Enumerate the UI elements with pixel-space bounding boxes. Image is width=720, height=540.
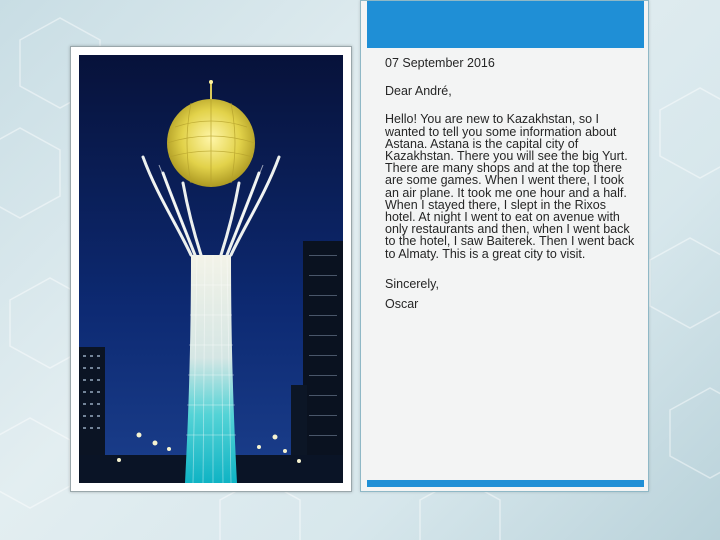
footer-accent-bar <box>367 480 644 487</box>
letter-body: Hello! You are new to Kazakhstan, so I wanted to tell you some information about Astana. Astana is the capital city of Kazakhstan. There you will see the big Yurt. There are many shops and at the top there are some games. When I went there, I took an air plane. It took me one hour and a half. When I stayed there, I slept in the Rixos hotel. At night I went to eat on avenue with only restaurants and then, when I went back to the hotel, I saw Baiterek. Then I went back to Almaty. This is a great city to visit. <box>385 112 635 261</box>
photo-frame <box>70 46 352 492</box>
letter-signature: Oscar <box>385 296 419 311</box>
letter-card <box>360 0 649 492</box>
letter-greeting: Dear André, <box>385 84 452 99</box>
letter-closing: Sincerely, <box>385 276 439 291</box>
letter-date: 07 September 2016 <box>385 56 495 70</box>
header-accent-bar <box>367 1 644 48</box>
letter-content <box>385 57 635 312</box>
baiterek-tower-photo <box>79 55 343 483</box>
